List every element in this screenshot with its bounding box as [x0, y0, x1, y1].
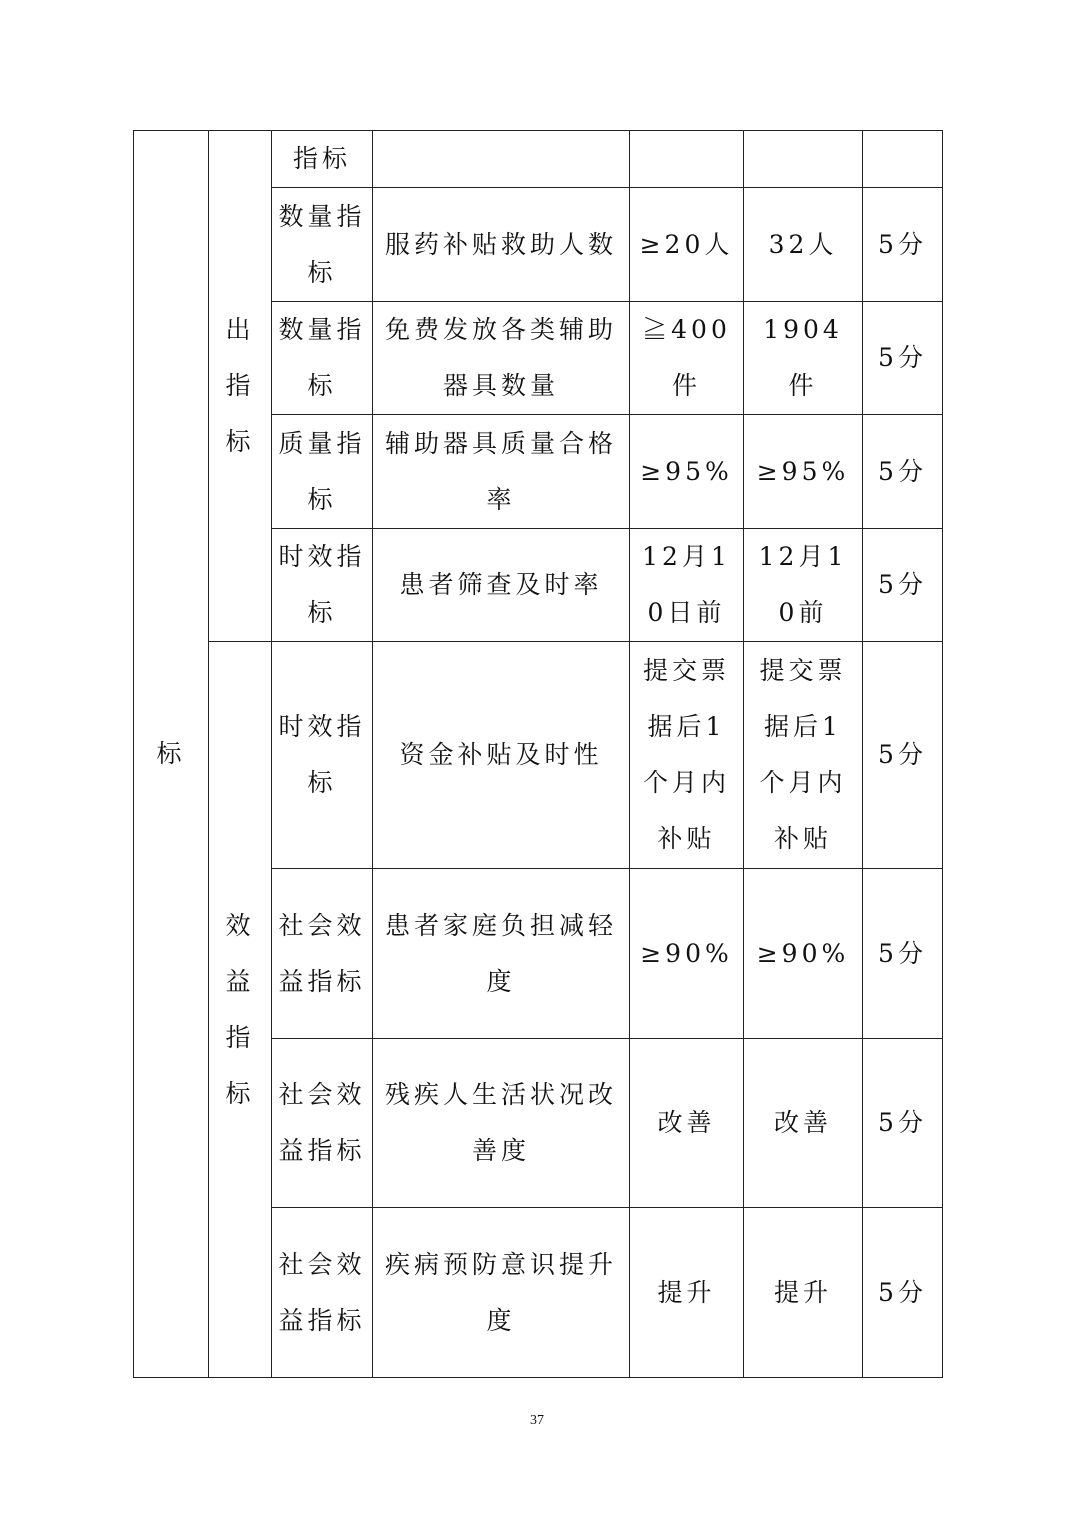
target-value-cell: ≥95%	[630, 415, 744, 529]
actual-value-cell: 提升	[744, 1208, 863, 1378]
indicator-type-cell: 数量指标	[272, 188, 373, 302]
target-value-cell: 改善	[630, 1039, 744, 1208]
score-cell	[863, 131, 943, 188]
indicator-name-cell: 患者筛查及时率	[373, 529, 630, 642]
page-number: 37	[530, 1413, 544, 1428]
target-value-cell: 提交票据后1个月内补贴	[630, 642, 744, 869]
actual-value-cell: 12月10前	[744, 529, 863, 642]
score-cell: 5分	[863, 302, 943, 415]
indicator-name-cell: 疾病预防意识提升度	[373, 1208, 630, 1378]
indicator-type-cell: 数量指标	[272, 302, 373, 415]
performance-table	[133, 130, 943, 1378]
actual-value-cell: 32人	[744, 188, 863, 302]
target-value-cell: ≥20人	[630, 188, 744, 302]
indicator-type-cell: 时效指标	[272, 642, 373, 869]
indicator-type-cell: 社会效益指标	[272, 1039, 373, 1208]
actual-value-cell: ≥95%	[744, 415, 863, 529]
target-value-cell: ≧400件	[630, 302, 744, 415]
target-value-cell: 提升	[630, 1208, 744, 1378]
score-cell: 5分	[863, 415, 943, 529]
table-row	[134, 131, 943, 188]
indicator-type-cell: 时效指标	[272, 529, 373, 642]
level2-benefit-cell: 效益指标	[209, 642, 272, 1378]
score-cell: 5分	[863, 529, 943, 642]
table-row	[134, 642, 943, 869]
indicator-name-cell: 患者家庭负担减轻度	[373, 869, 630, 1039]
actual-value-cell	[744, 131, 863, 188]
actual-value-cell: 1904件	[744, 302, 863, 415]
level2-output-cell: 出指标	[209, 131, 272, 642]
indicator-type-cell: 社会效益指标	[272, 869, 373, 1039]
indicator-name-cell	[373, 131, 630, 188]
indicator-name-cell: 辅助器具质量合格率	[373, 415, 630, 529]
actual-value-cell: 改善	[744, 1039, 863, 1208]
actual-value-cell: 提交票据后1个月内补贴	[744, 642, 863, 869]
target-value-cell	[630, 131, 744, 188]
score-cell: 5分	[863, 1208, 943, 1378]
indicator-type-cell: 指标	[272, 131, 373, 188]
score-cell: 5分	[863, 1039, 943, 1208]
actual-value-cell: ≥90%	[744, 869, 863, 1039]
target-value-cell: 12月10日前	[630, 529, 744, 642]
score-cell: 5分	[863, 642, 943, 869]
indicator-type-cell: 质量指标	[272, 415, 373, 529]
target-value-cell: ≥90%	[630, 869, 744, 1039]
indicator-name-cell: 免费发放各类辅助器具数量	[373, 302, 630, 415]
indicator-name-cell: 资金补贴及时性	[373, 642, 630, 869]
indicator-type-cell: 社会效益指标	[272, 1208, 373, 1378]
score-cell: 5分	[863, 869, 943, 1039]
score-cell: 5分	[863, 188, 943, 302]
indicator-name-cell: 残疾人生活状况改善度	[373, 1039, 630, 1208]
indicator-name-cell: 服药补贴救助人数	[373, 188, 630, 302]
level1-category-cell: 标	[134, 131, 209, 1378]
